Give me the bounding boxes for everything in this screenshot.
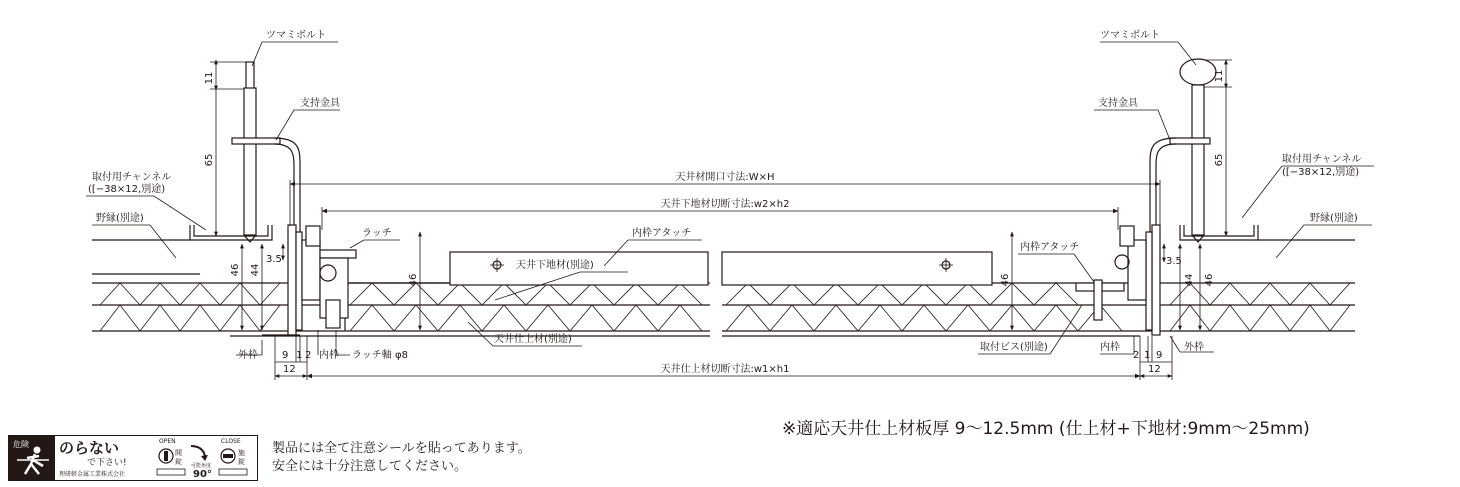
label-tsumami-bolt-left: ツマミボルト [266,30,326,41]
label-outer-frame-left: 外枠 [238,350,258,361]
close-mark: 施 [238,449,245,457]
hatch-bottom-center-left [350,305,702,331]
dim-65-left: 65 [204,153,215,167]
dim-46-center-left: 46 [408,273,419,287]
label-inner-frame-right: 内枠 [1100,342,1120,353]
hatch-bottom-left [100,305,280,331]
hatch-top-center-left [350,283,702,305]
dimension-opening-label: 天井材開口寸法:W×H [675,172,775,183]
dim-46-center-right: 46 [1000,273,1011,287]
dim-2-right: 2 [1133,350,1140,361]
warning-sub-text: で下さい! [87,458,127,468]
caution-line-2: 安全には十分注意してください。 [272,459,468,474]
label-inner-frame-attachment-right: 内枠アタッチ [1020,242,1080,253]
ceiling-board-right [722,283,1355,336]
dim-2-left: 2 [305,350,312,361]
dimension-substrate-cut [322,207,1118,230]
caution-line-1: 製品には全て注意シールを貼ってあります。 [272,441,531,456]
warning-maker-text: 理研軽金属工業株式会社 [59,471,126,478]
tsumami-bolt-left [244,62,256,242]
dim-1-left: 1 [296,350,303,361]
label-mounting-screw: 取付ビス(別途) [980,342,1048,353]
hatch-top-left [100,283,280,305]
label-support-bracket-right: 支持金具 [1098,98,1138,109]
dim-12-left: 12 [283,364,296,375]
label-ceiling-finish: 天井仕上材(別途) [494,334,572,345]
dim-44-left: 44 [250,263,261,277]
dim-11-left: 11 [204,71,215,85]
label-mounting-channel-left: 取付用チャンネル [92,172,172,183]
furring-right [1180,225,1355,240]
label-mounting-channel-spec-right: ([−38×12,別途) [1282,167,1360,178]
dim-46-right: 46 [1204,273,1215,287]
label-latch: ラッチ [362,228,392,239]
label-furring-left: 野縁(別途) [96,213,144,224]
dimension-substrate-cut-label: 天井下地材切断寸法:w2×h2 [660,199,790,210]
open-state: 錠 [175,458,182,466]
hatch-bottom-right [1170,305,1350,331]
applicable-thickness-note: ※適応天井仕上材板厚 9〜12.5mm (仕上材+下地材:9mm〜25mm) [782,419,1310,439]
dim-1-right: 1 [1144,350,1151,361]
label-furring-right: 野縁(別途) [1310,213,1358,224]
dim-11-right: 11 [1214,69,1225,83]
dim-9-left: 9 [282,350,289,361]
label-inner-frame-left: 内枠 [319,350,339,361]
dim-3-5-left: 3.5 [266,254,282,265]
frame-left [262,225,356,335]
dim-3-5-right: 3.5 [1166,256,1182,267]
warning-main-text: のらない [59,439,120,457]
open-caption: OPEN [159,438,176,445]
open-mark: 開 [175,449,182,457]
close-caption: CLOSE [221,438,241,445]
warning-sticker-graphic [9,436,257,480]
hatch-top-right [1170,283,1350,305]
label-inner-frame-attachment-left: 内枠アタッチ [632,228,692,239]
angle-caption: 可能角度 [191,463,212,469]
label-mounting-channel-right: 取付用チャンネル [1282,154,1362,165]
label-latch-shaft: ラッチ軸 φ8 [352,350,408,361]
angle-value: 90° [193,469,212,480]
label-outer-frame-right: 外枠 [1184,342,1204,353]
label-support-bracket-left: 支持金具 [300,98,340,109]
caution-text [272,440,531,476]
dim-65-right: 65 [1214,153,1225,167]
warning-sticker [8,435,258,481]
dimension-finish-cut-label: 天井仕上材切断寸法:w1×h1 [660,364,790,375]
close-state: 錠 [238,458,245,466]
label-mounting-channel-spec-left: ([−38×12,別途) [88,184,166,195]
dim-12-right: 12 [1148,364,1161,375]
dim-9-right: 9 [1156,350,1163,361]
dim-44-right: 44 [1184,273,1195,287]
danger-text: 危険 [13,440,29,449]
label-tsumami-bolt-right: ツマミボルト [1100,30,1160,41]
tsumami-bolt-right [1180,59,1216,242]
hatch-bottom-center-right [726,305,1122,331]
hatch-top-center-right [726,283,1078,305]
label-ceiling-substrate: 天井下地材(別途) [516,260,594,271]
dim-46-left: 46 [230,263,241,277]
